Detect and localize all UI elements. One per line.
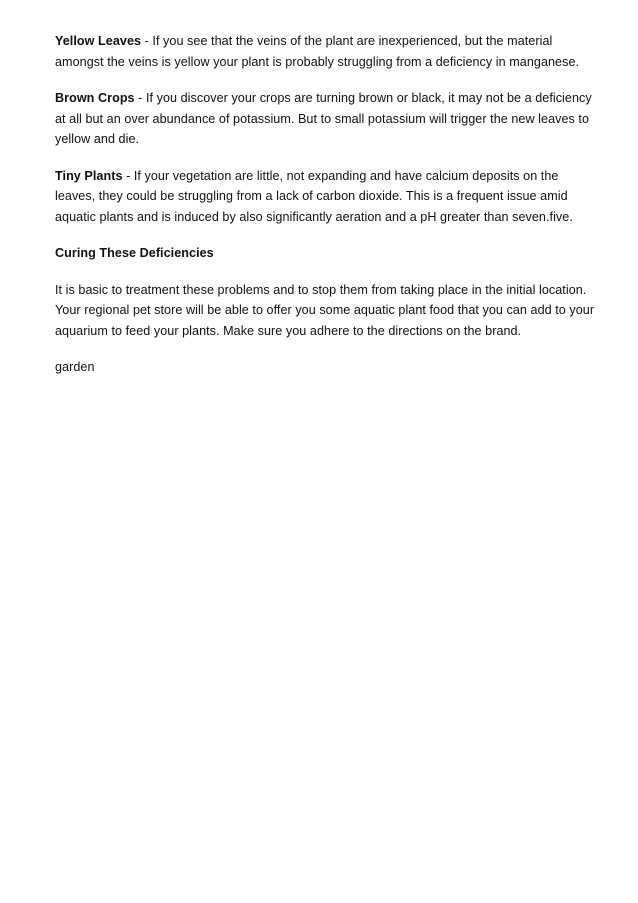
paragraph-text: - If you see that the veins of the plant are inexperienced, but the material amongst the veins is yellow your plant is probably struggling from a deficiency in manganese.: [55, 34, 580, 69]
paragraph-lead: Brown Crops: [55, 91, 135, 105]
document-content: [55, 31, 600, 378]
paragraph-yellow-leaves: [55, 31, 600, 72]
body-paragraph: It is basic to treatment these problems and to stop them from taking place in the initial location. Your regional pet store will be able to offer you some aquatic plant food that you can add to your aquarium to feed your plants. Make sure you adhere to the directions on the brand.: [55, 282, 595, 338]
paragraph-text: - If your vegetation are little, not expanding and have calcium deposits on the leaves, they could be struggling from a lack of carbon dioxide. This is a frequent issue amid aquatic plants and is induced by also significantly aeration and a pH greater than seven.five.: [55, 168, 573, 224]
tag-text: garden: [55, 360, 95, 374]
section-heading: Curing These Deficiencies: [55, 246, 214, 260]
paragraph-text: - If you discover your crops are turning brown or black, it may not be a deficiency at all but an over abundance of potassium. But to small potassium will trigger the new leaves to yellow and die.: [55, 91, 592, 146]
paragraph-lead: Tiny Plants: [55, 168, 123, 183]
paragraph-tiny-plants: [55, 166, 600, 228]
paragraph-lead: Yellow Leaves: [55, 34, 142, 48]
paragraph-brown-crops: [55, 88, 600, 150]
